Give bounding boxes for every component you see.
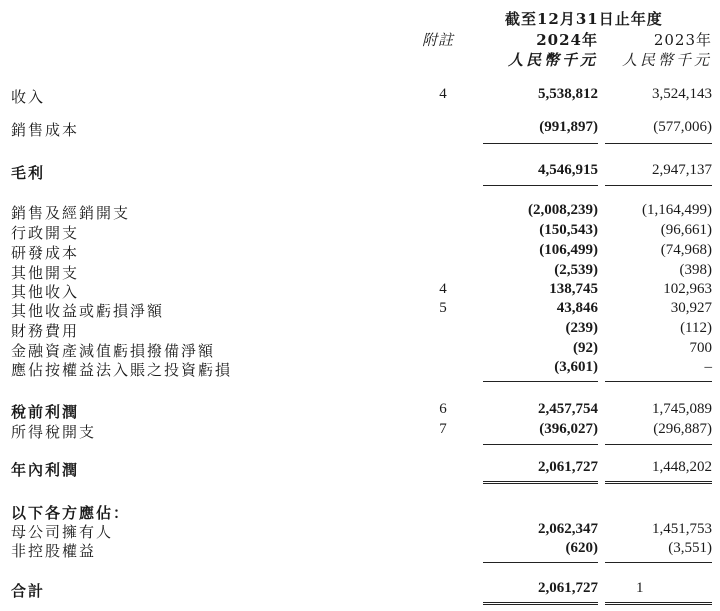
row-2023-finance-costs: (112) — [680, 320, 712, 336]
row-2024-share-of-losses: (3,601) — [554, 359, 598, 375]
row-label-admin-expenses: 行政開支 — [11, 224, 80, 242]
total-double-rule-2023 — [605, 602, 712, 605]
row-2023-profit-for-year: 1,448,202 — [652, 459, 712, 475]
row-note-revenue: 4 — [439, 86, 447, 102]
row-2024-income-tax: (396,027) — [539, 421, 598, 437]
row-2023-income-tax: (296,887) — [653, 421, 712, 437]
row-2024-total: 2,061,727 — [538, 580, 598, 596]
row-2024-profit-before-tax: 2,457,754 — [538, 401, 598, 417]
row-label-cost-of-sales: 銷售成本 — [11, 121, 80, 139]
row-2023-profit-before-tax: 1,745,089 — [652, 401, 712, 417]
row-2024-admin-expenses: (150,543) — [539, 222, 598, 238]
row-2023-admin-expenses: (96,661) — [660, 222, 712, 238]
row-label-attributable-to: 以下各方應佔： — [11, 504, 131, 522]
note-column-heading: 附註 — [422, 31, 455, 49]
row-label-gross-profit: 毛利 — [11, 164, 46, 182]
row-2024-owners-of-parent: 2,062,347 — [538, 521, 598, 537]
row-2023-other-expenses: (398) — [679, 262, 712, 278]
row-2023-impairment-net: 700 — [689, 340, 712, 356]
subtotal-rule-2024 — [483, 381, 598, 382]
row-label-finance-costs: 財務費用 — [11, 322, 80, 340]
row-2024-cost-of-sales: (991,897) — [539, 119, 598, 135]
row-label-other-gains-net: 其他收益或虧損淨額 — [11, 302, 165, 320]
unit-2023-heading: 人民幣千元 — [621, 51, 712, 69]
row-note-profit-before-tax: 6 — [439, 401, 447, 417]
subtotal-rule-2023 — [605, 143, 712, 144]
row-2023-other-gains-net: 30,927 — [670, 300, 712, 316]
period-heading: 截至12月31日止年度 — [505, 10, 663, 28]
row-2024-impairment-net: (92) — [573, 340, 598, 356]
year-2023-heading: 2023年 — [653, 31, 712, 49]
row-2024-other-income: 138,745 — [549, 281, 598, 297]
row-label-revenue: 收入 — [11, 88, 46, 106]
row-label-share-of-losses: 應佔按權益法入賬之投資虧損 — [11, 361, 233, 379]
unit-2024-heading: 人民幣千元 — [507, 51, 598, 69]
total-double-rule-2024 — [483, 481, 598, 484]
row-label-other-expenses: 其他開支 — [11, 264, 80, 282]
row-2024-revenue: 5,538,812 — [538, 86, 598, 102]
row-label-total: 合計 — [11, 582, 46, 600]
row-note-income-tax: 7 — [439, 421, 447, 437]
row-label-impairment-net: 金融資產減值虧損撥備淨額 — [11, 342, 216, 360]
subtotal-rule-2023 — [605, 381, 712, 382]
row-label-profit-before-tax: 稅前利潤 — [11, 403, 80, 421]
row-2024-other-expenses: (2,539) — [554, 262, 598, 278]
row-2024-other-gains-net: 43,846 — [556, 300, 598, 316]
row-label-profit-for-year: 年內利潤 — [11, 461, 80, 479]
row-note-other-income: 4 — [439, 281, 447, 297]
row-label-income-tax: 所得稅開支 — [11, 423, 97, 441]
subtotal-rule-2024 — [483, 185, 598, 186]
row-2023-other-income: 102,963 — [663, 281, 712, 297]
subtotal-rule-2023 — [605, 185, 712, 186]
subtotal-rule-2024 — [483, 562, 598, 563]
row-2024-gross-profit: 4,546,915 — [538, 162, 598, 178]
subtotal-rule-2023 — [605, 444, 712, 445]
total-double-rule-2023 — [605, 481, 712, 484]
subtotal-rule-2024 — [483, 143, 598, 144]
row-2023-cost-of-sales: (577,006) — [653, 119, 712, 135]
row-note-other-gains-net: 5 — [439, 300, 447, 316]
row-label-non-controlling: 非控股權益 — [11, 542, 97, 560]
subtotal-rule-2024 — [483, 444, 598, 445]
row-2023-non-controlling: (3,551) — [668, 540, 712, 556]
row-2024-profit-for-year: 2,061,727 — [538, 459, 598, 475]
row-2023-rnd-costs: (74,968) — [660, 242, 712, 258]
row-label-other-income: 其他收入 — [11, 283, 80, 301]
row-2023-revenue: 3,524,143 — [652, 86, 712, 102]
row-2023-gross-profit: 2,947,137 — [652, 162, 712, 178]
year-2024-heading: 2024年 — [536, 31, 598, 49]
row-label-rnd-costs: 研發成本 — [11, 244, 80, 262]
row-label-selling-expenses: 銷售及經銷開支 — [11, 204, 131, 222]
row-2024-non-controlling: (620) — [565, 540, 598, 556]
row-2024-finance-costs: (239) — [565, 320, 598, 336]
row-label-owners-of-parent: 母公司擁有人 — [11, 523, 114, 541]
row-2023-selling-expenses: (1,164,499) — [642, 202, 712, 218]
total-double-rule-2024 — [483, 602, 598, 605]
row-2024-selling-expenses: (2,008,239) — [528, 202, 598, 218]
subtotal-rule-2023 — [605, 562, 712, 563]
row-2023-total: 1 — [636, 580, 644, 596]
row-2024-rnd-costs: (106,499) — [539, 242, 598, 258]
row-2023-share-of-losses: – — [704, 359, 712, 375]
row-2023-owners-of-parent: 1,451,753 — [652, 521, 712, 537]
